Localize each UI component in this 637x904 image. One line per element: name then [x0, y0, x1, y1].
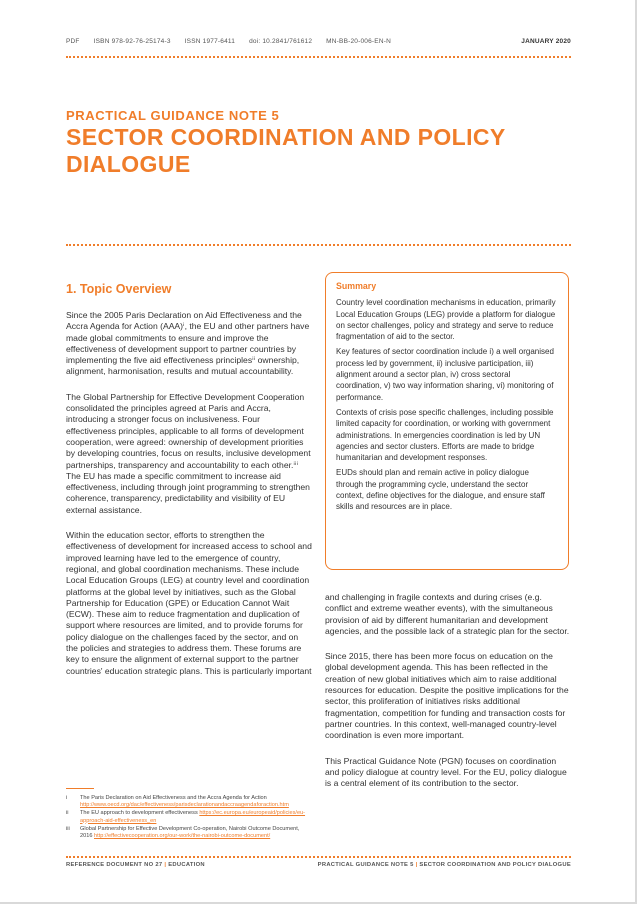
note-kicker: PRACTICAL GUIDANCE NOTE 5: [66, 108, 280, 123]
footnote-text: Global Partnership for Effective Development Co-operation, Nairobi Outcome Document, 2016: [80, 825, 300, 840]
paragraph: Within the education sector, efforts to strengthen the effectiveness of development for increased access to school and improved learning have led to the emergence of country, regional, and global coordination mechanisms. These include Local Education Groups (LEG) at country level and coordination platforms at the global level by initiatives, such as the Global Partnership for Education (GPE) or Education Cannot Wait (ECW). These aim to reduce fragmentation and duplication of support where resources are limited, and to provide forums for policy dialogue on the challenges faced by the sector, and on the policies and strategies to address them. These forums are key to ensure the alignment of external support to the partner countries' education strategic plans. This is particularly important: [66, 530, 312, 676]
footnote-text: The Paris Declaration on Aid Effectiveness and the Accra Agenda for Action: [80, 795, 267, 801]
footnote-rule: [66, 788, 94, 789]
footer-separator: |: [164, 862, 167, 868]
footer-document-number: REFERENCE DOCUMENT NO 27: [66, 862, 163, 868]
paragraph: Since 2015, there has been more focus on education on the global development agenda. This has been reflected in the creation of new global initiatives which aim to raise additional resources for education. Despite the positive implications for the sector, this proliferation of initiatives risks additional fragmentation, competition for funding and transaction costs for partner countries. In this context, well-managed country-level coordination is even more important.: [325, 651, 569, 741]
footer-right: [318, 862, 571, 868]
doi: doi: 10.2841/761612: [249, 38, 313, 45]
format-label: PDF: [66, 38, 80, 45]
right-column: [325, 592, 570, 799]
footnote-number: ii: [66, 810, 69, 817]
summary-paragraph: Key features of sector coordination include i) a well organised process led by government, ii) inclusive participation, iii) alignment around a sector plan, iv) cross sectoral coordination, v) two way information sharing, vi) monitoring of performance.: [336, 347, 554, 402]
summary-box: [325, 272, 569, 570]
footer-note-title: SECTOR COORDINATION AND POLICY DIALOGUE: [419, 862, 571, 868]
footer-series: EDUCATION: [168, 862, 205, 868]
paragraph: The Global Partnership for Effective Development Cooperation consolidated the principles agreed at Paris and Accra, introducing a stronger focus on inclusiveness. Four effectiveness principles, applicable to all forms of development cooperation, were agreed: ownership of development priorities by developing countries, focus on results, inclusive development partnerships, transparency and accountability to each other.ⁱⁱⁱ The EU has made a specific commitment to increase aid effectiveness, including through joint programming to strengthen coherence, transparency, predictability and visibility of EU external assistance.: [66, 391, 311, 515]
footnote-link[interactable]: http://www.oecd.org/dac/effectiveness/parisdeclarationandaccraagendaforaction.htm: [80, 802, 289, 809]
left-column: [66, 310, 312, 687]
footnotes: [66, 795, 312, 841]
summary-paragraph: Contexts of crisis pose specific challenges, including possible limited capacity for coordination, or working with government administrations. In emergencies coordination is led by UN agencies and sector clusters. Efforts are made to bridge humanitarian and development responses.: [336, 407, 554, 463]
summary-paragraph: EUDs should plan and remain active in policy dialogue through the programming cycle, understand the sector context, define objectives for the dialogue, and ensure staff skills and resources are in place.: [336, 468, 545, 512]
footnote-number: iii: [66, 825, 70, 832]
footnote-link[interactable]: http://effectivecooperation.org/our-work/the-nairobi-outcome-document/: [94, 833, 271, 840]
footnote: [66, 795, 312, 809]
footnote-link[interactable]: https://ec.europa.eu/europeaid/policies/eu-approach-aid-effectiveness_en: [80, 810, 306, 824]
publication-date: JANUARY 2020: [521, 38, 571, 45]
footnote-number: i: [66, 795, 68, 801]
summary-heading: Summary: [336, 281, 377, 291]
isbn: ISBN 978-92-76-25174-3: [93, 38, 171, 45]
header-divider: [66, 56, 571, 58]
publication-metadata: [66, 38, 571, 45]
footer-left: [66, 862, 205, 868]
section-heading: 1. Topic Overview: [66, 282, 172, 296]
paragraph: and challenging in fragile contexts and during crises (e.g. conflict and extreme weather events), with the simultaneous provision of aid by different humanitarian and development agencies, and the possible lack of a strategic plan for the sector.: [325, 592, 570, 636]
footnote-text: The EU approach to development effectiveness: [80, 810, 200, 817]
summary-paragraph: Country level coordination mechanisms in education, primarily Local Education Groups (LEG) provide a platform for dialogue on sector challenges, policy and strategy and serve to reduce fragmentation of aid to the sector.: [336, 298, 556, 342]
paragraph: Since the 2005 Paris Declaration on Aid Effectiveness and the Accra Agenda for Action (AAA)ⁱ, the EU and other partners have made global commitments to ensure and improve the effectiveness of development support to partner countries by implementing the five aid effectiveness principlesⁱⁱ ownership, alignment, harmonisation, results and mutual accountability.: [66, 310, 310, 377]
footer-divider: [66, 856, 571, 858]
footer-separator: |: [415, 862, 418, 868]
issn: ISSN 1977-6411: [184, 38, 236, 45]
title-divider: [66, 244, 571, 246]
paragraph: This Practical Guidance Note (PGN) focuses on coordination and policy dialogue at country level. For the EU, policy dialogue is a central element of its contribution to the sector.: [325, 755, 567, 789]
footnote: [66, 810, 312, 824]
footnote: [66, 826, 312, 840]
footer-note-number: PRACTICAL GUIDANCE NOTE 5: [317, 862, 414, 868]
page-title: SECTOR COORDINATION AND POLICY DIALOGUE: [66, 124, 506, 177]
catalogue-number: MN-BB-20-006-EN-N: [326, 38, 391, 45]
